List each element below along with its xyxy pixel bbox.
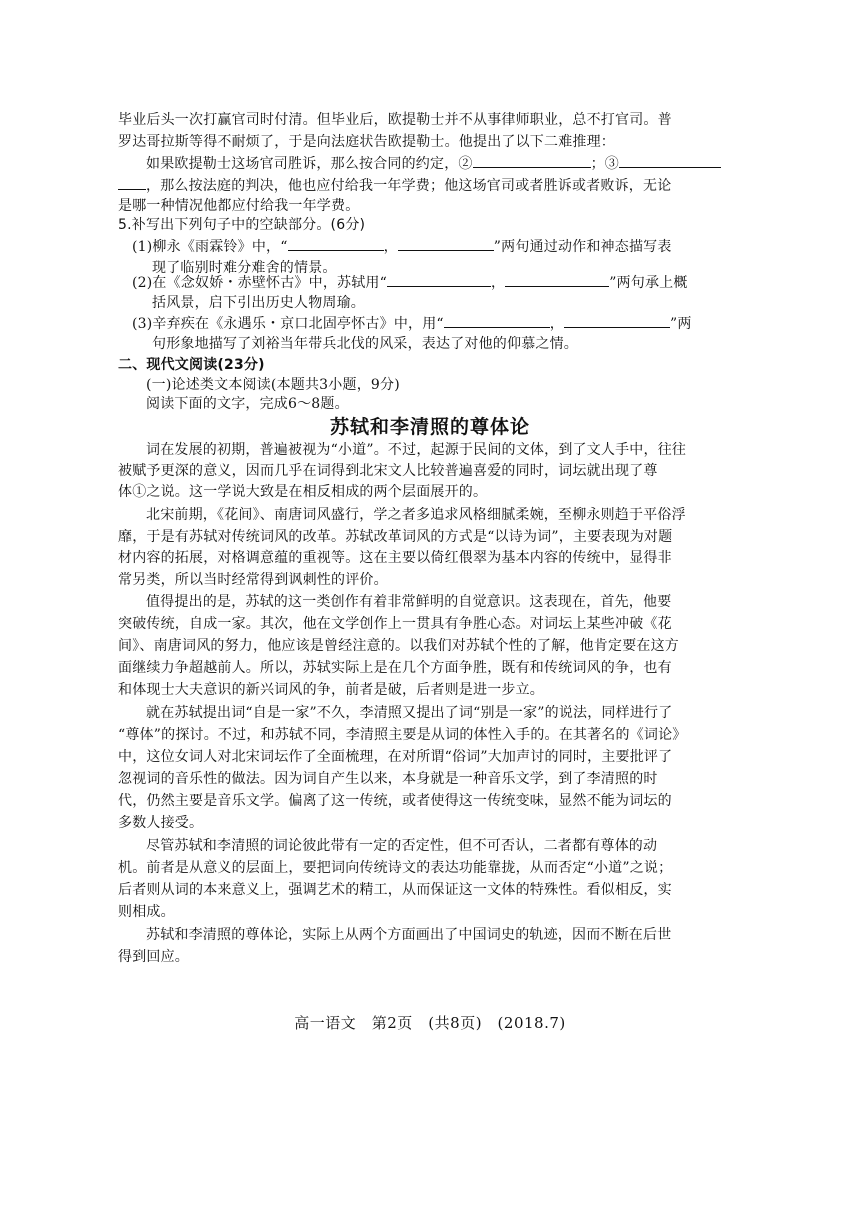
article-title: 苏轼和李清照的尊体论 <box>329 416 530 438</box>
answer-blank[interactable] <box>619 153 721 168</box>
answer-blank[interactable] <box>444 313 550 328</box>
article-line: 体①之说。这一学说大致是在相反相成的两个层面展开的。 <box>118 484 488 500</box>
text-line: 毕业后头一次打赢官司时付清。但毕业后，欧提勒士并不从事律师职业，总不打官司。普 <box>118 112 672 128</box>
article-line: “尊体”的探讨。不过，和苏轼不同，李清照主要是从词的体性入手的。在其著名的《词论》 <box>118 727 687 743</box>
answer-blank[interactable] <box>288 236 384 251</box>
text-line <box>118 175 671 196</box>
article-line: 代，仍然主要是音乐文学。偏离了这一传统，或者使得这一传统变味，显然不能为词坛的 <box>118 793 672 809</box>
article-line: 词在发展的初期，普遍被视为“小道”。不过，起源于民间的文体，到了文人手中，往往 <box>146 442 687 458</box>
text-line: 句形象地描写了刘裕当年带兵北伐的风采，表达了对他的仰慕之情。 <box>152 336 578 352</box>
question-5-item-3 <box>132 313 692 334</box>
article-line: 忽视词的音乐性的做法。因为词自产生以来，本身就是一种音乐文学，到了李清照的时 <box>118 771 658 787</box>
answer-blank[interactable] <box>118 175 146 190</box>
reading-instruction: 阅读下面的文字，完成6～8题。 <box>146 396 349 412</box>
text-segment: (1)柳永《雨霖铃》中，“ <box>132 239 288 255</box>
article-line: 值得提出的是，苏轼的这一类创作有着非常鲜明的自觉意识。这表现在，首先，他要 <box>146 594 672 610</box>
article-line: 后者则从词的本来意义上，强调艺术的精工，从而保证这一文体的特殊性。看似相反，实 <box>118 882 672 898</box>
article-line: 材内容的拓展，对格调意蕴的重视等。这在主要以倚红偎翠为基本内容的传统中，显得非 <box>118 550 672 566</box>
article-line: 尽管苏轼和李清照的词论彼此带有一定的否定性，但不可否认，二者都有尊体的动 <box>146 838 658 854</box>
article-line: 苏轼和李清照的尊体论，实际上从两个方面画出了中国词史的轨迹，因而不断在后世 <box>146 927 672 943</box>
answer-blank[interactable] <box>398 236 494 251</box>
article-line: 和体现士大夫意识的新兴词风的争，前者是破，后者则是进一步立。 <box>118 682 544 698</box>
article-line: 间》、南唐词风的努力，他应该是曾经注意的。以我们对苏轼个性的了解，他肯定要在这方 <box>118 638 679 654</box>
text-segment: ， <box>491 275 506 291</box>
text-line <box>146 153 721 174</box>
text-segment: 如果欧提勒士这场官司胜诉，那么按合同的约定，② <box>146 156 473 172</box>
text-segment: ，那么按法庭的判决，他也应付给我一年学费；他这场官司或者胜诉或者败诉，无论 <box>146 178 672 194</box>
article-line: 得到回应。 <box>118 949 189 965</box>
article-line: 常另类，所以当时经常得到讽刺性的评价。 <box>118 572 388 588</box>
answer-blank[interactable] <box>564 313 670 328</box>
text-segment: ， <box>549 316 564 332</box>
question-5-heading: 5.补写出下列句子中的空缺部分。(6分) <box>118 217 366 233</box>
article-line: 北宋前期，《花间》、南唐词风盛行，学之者多追求风格细腻柔婉，至柳永则趋于平俗浮 <box>146 507 686 523</box>
text-line: 罗达哥拉斯等得不耐烦了，于是向法庭状告欧提勒士。他提出了以下二难推理： <box>118 134 615 150</box>
text-segment: (2)在《念奴娇・赤壁怀古》中，苏轼用“ <box>132 275 387 291</box>
text-segment: ；③ <box>590 156 620 172</box>
text-segment: ”两 <box>670 316 692 332</box>
text-segment: ”两句通过动作和神态描写表 <box>493 239 672 255</box>
text-line: 是哪一种情况他都应付给我一年学费。 <box>118 198 360 214</box>
article-line: 靡，于是有苏轼对传统词风的改革。苏轼改革词风的方式是“以诗为词”，主要表现为对题 <box>118 529 673 545</box>
text-segment: ”两句承上概 <box>609 275 688 291</box>
article-line: 则相成。 <box>118 904 175 920</box>
article-line: 面继续力争超越前人。所以，苏轼实际上是在几个方面争胜，既有和传统词风的争，也有 <box>118 660 672 676</box>
article-line: 中，这位女词人对北宋词坛作了全面梳理，在对所谓“俗词”大加声讨的同时，主要批评了 <box>118 749 673 765</box>
text-line: 括风景，启下引出历史人物周瑜。 <box>152 295 365 311</box>
answer-blank[interactable] <box>473 153 591 168</box>
article-line: 突破传统，自成一家。其次，他在文学创作上一贯具有争胜心态。对词坛上某些冲破《花 <box>118 616 672 632</box>
article-line: 就在苏轼提出词“自是一家”不久，李清照又提出了词“别是一家”的说法，同样进行了 <box>146 705 673 721</box>
text-segment: ， <box>383 239 398 255</box>
section-2-heading: 二、现代文阅读(23分) <box>118 357 265 373</box>
article-line: 多数人接受。 <box>118 815 204 831</box>
text-segment: (3)辛弃疾在《永遇乐・京口北固亭怀古》中，用“ <box>132 316 444 332</box>
question-5-item-2 <box>132 272 688 293</box>
article-line: 机。前者是从意义的层面上，要把词向传统诗文的表达功能靠拢，从而否定“小道”之说； <box>118 860 673 876</box>
page-footer: 高一语文 第2页 (共8页) (2018.7) <box>294 1014 566 1032</box>
answer-blank[interactable] <box>387 272 491 287</box>
subsection-heading: (一)论述类文本阅读(本题共3小题，9分) <box>146 377 400 393</box>
question-5-item-1 <box>132 236 672 257</box>
article-line: 被赋予更深的意义，因而几乎在词得到北宋文人比较普遍喜爱的同时，词坛就出现了尊 <box>118 463 658 479</box>
text-line: 现了临别时难分难舍的情景。 <box>152 260 337 276</box>
answer-blank[interactable] <box>505 272 609 287</box>
